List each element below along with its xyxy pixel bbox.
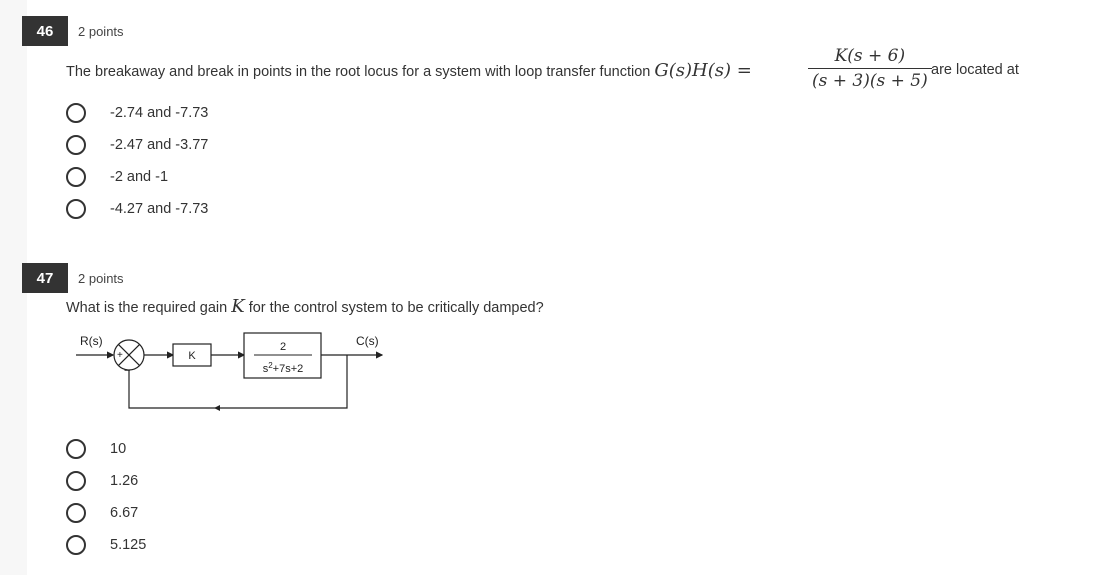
question-text-after: for the control system to be critically damped?: [248, 300, 544, 316]
radio-button[interactable]: [66, 167, 86, 187]
question-46-header: [22, 16, 124, 46]
plant-denominator: $s^2+7s+2$: [262, 360, 304, 375]
answer-label: 6.67: [110, 505, 139, 521]
fraction-numerator: K(s + 6): [834, 46, 906, 66]
fraction-denominator: (s + 3)(s + 5): [808, 68, 932, 91]
question-text-before: What is the required gain: [66, 300, 228, 316]
gain-block-label: K: [188, 350, 196, 362]
plant-numerator: 2: [279, 341, 287, 353]
answer-option[interactable]: [66, 438, 126, 460]
answer-label: -2 and -1: [110, 169, 169, 185]
question-number: 47: [22, 263, 68, 293]
question-47-header: [22, 263, 124, 293]
formula-lhs: G(s)H(s) =: [654, 60, 752, 81]
question-46-text: [66, 60, 752, 81]
question-text-after: are located at: [931, 62, 1019, 78]
question-47-text: [66, 296, 544, 317]
block-diagram: [60, 326, 400, 418]
input-label: R(s): [80, 334, 103, 348]
transfer-function-fraction: [808, 46, 932, 91]
answer-label: 5.125: [110, 537, 147, 553]
answer-option[interactable]: [66, 198, 208, 220]
radio-button[interactable]: [66, 471, 86, 491]
question-number: 46: [22, 16, 68, 46]
radio-button[interactable]: [66, 439, 86, 459]
answer-label: 1.26: [110, 473, 139, 489]
radio-button[interactable]: [66, 535, 86, 555]
radio-button[interactable]: [66, 135, 86, 155]
gain-symbol: K: [231, 296, 245, 317]
answer-option[interactable]: [66, 502, 138, 524]
answer-option[interactable]: [66, 470, 138, 492]
plus-sign: +: [117, 350, 123, 361]
answer-option[interactable]: [66, 534, 146, 556]
answer-label: 10: [110, 441, 127, 457]
question-points: 2 points: [78, 23, 124, 39]
question-text-before: The breakaway and break in points in the root locus for a system with loop transfer function: [66, 64, 651, 80]
feedback-arrowhead: [214, 405, 220, 411]
answer-label: -2.47 and -3.77: [110, 137, 209, 153]
answer-label: -2.74 and -7.73: [110, 105, 209, 121]
question-points: 2 points: [78, 270, 124, 286]
answer-label: -4.27 and -7.73: [110, 201, 209, 217]
answer-option[interactable]: [66, 166, 168, 188]
minus-sign: −: [124, 365, 131, 377]
radio-button[interactable]: [66, 199, 86, 219]
radio-button[interactable]: [66, 103, 86, 123]
answer-option[interactable]: [66, 102, 208, 124]
output-label: C(s): [356, 334, 379, 348]
radio-button[interactable]: [66, 503, 86, 523]
answer-option[interactable]: [66, 134, 208, 156]
